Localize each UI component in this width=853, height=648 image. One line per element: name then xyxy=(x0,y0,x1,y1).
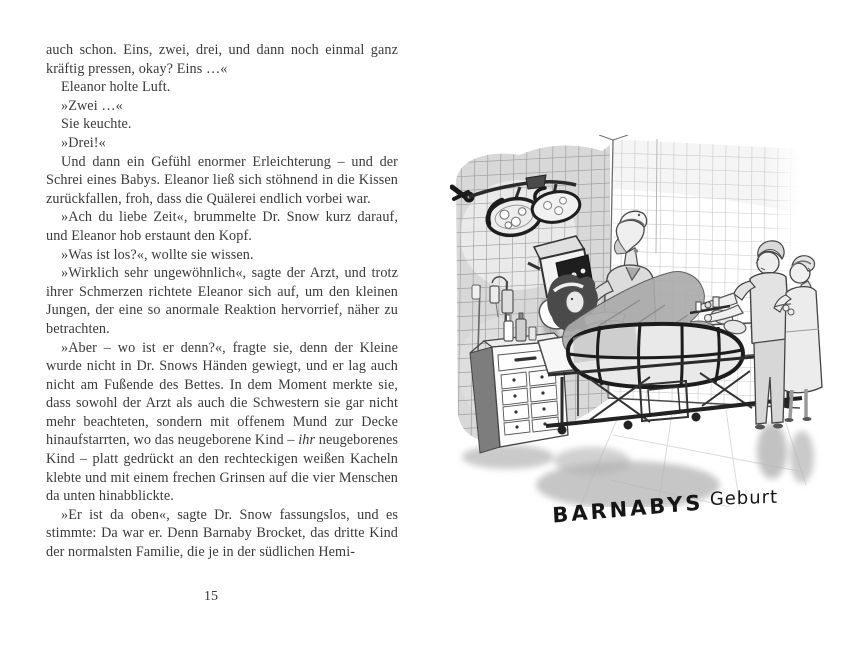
paragraph: auch schon. Eins, zwei, drei, und dann noch einmal ganz kräftig pressen, okay? Eins …« xyxy=(46,42,398,77)
paragraph: »Zwei …« xyxy=(61,97,123,114)
paragraph: »Aber – wo ist er denn?«, fragte sie, denn der Kleine wurde nicht in Dr. Snows Händen gewiegt, und er lag auch nicht am Fußende des Bettes. In dem Moment merkte sie, dass sowohl der Arzt als auch die Schwestern sie gar nicht mehr beachteten, sondern mit offenem Mund zur Decke hinaufstarrten, wo das neugeborene Kind – ihr neugeborenes Kind – platt gedrückt an den rechteckigen weißen Kacheln klebte und mit einem frechen Grinsen auf die vier Menschen da unten hinabblickte. xyxy=(46,339,399,505)
paragraph: Und dann ein Gefühl enormer Erleichterung – und der Schrei eines Babys. Eleanor ließ sich stöhnend in die Kissen zurückfallen, froh, dass die Quälerei endlich vorbei war. xyxy=(46,153,398,207)
paragraph: »Wirklich sehr ungewöhnlich«, sagte der Arzt, und trotz ihrer Schmerzen richtete Eleanor sich auf, um den kleinen Jungen, der eine so anormale Reaktion hervorrief, näher zu betrachten. xyxy=(46,265,398,337)
paragraph: »Ach du liebe Zeit«, brummelte Dr. Snow kurz darauf, und Eleanor hob erstaunt den Kopf. xyxy=(46,209,398,244)
left-page-text xyxy=(46,41,398,562)
paragraph: »Was ist los?«, wollte sie wissen. xyxy=(61,246,254,263)
caption-word-geburt: Geburt xyxy=(710,486,779,511)
paragraph: Eleanor holte Luft. xyxy=(61,79,171,96)
paragraph: Sie keuchte. xyxy=(61,116,132,133)
delivery-room-illustration xyxy=(450,135,850,507)
italic-word: ihr xyxy=(298,432,316,449)
paragraph: »Drei!« xyxy=(61,134,106,151)
page-number: 15 xyxy=(204,589,218,604)
caption-word-barnabys: BARNABYS xyxy=(551,490,704,528)
paragraph: »Er ist da oben«, sagte Dr. Snow fassungslos, und es stimmte: Da war er. Denn Barnaby Brocket, das dritte Kind der normalsten Familie, die je in der südlichen Hemi- xyxy=(46,506,398,561)
quilt-blanket xyxy=(568,324,743,387)
